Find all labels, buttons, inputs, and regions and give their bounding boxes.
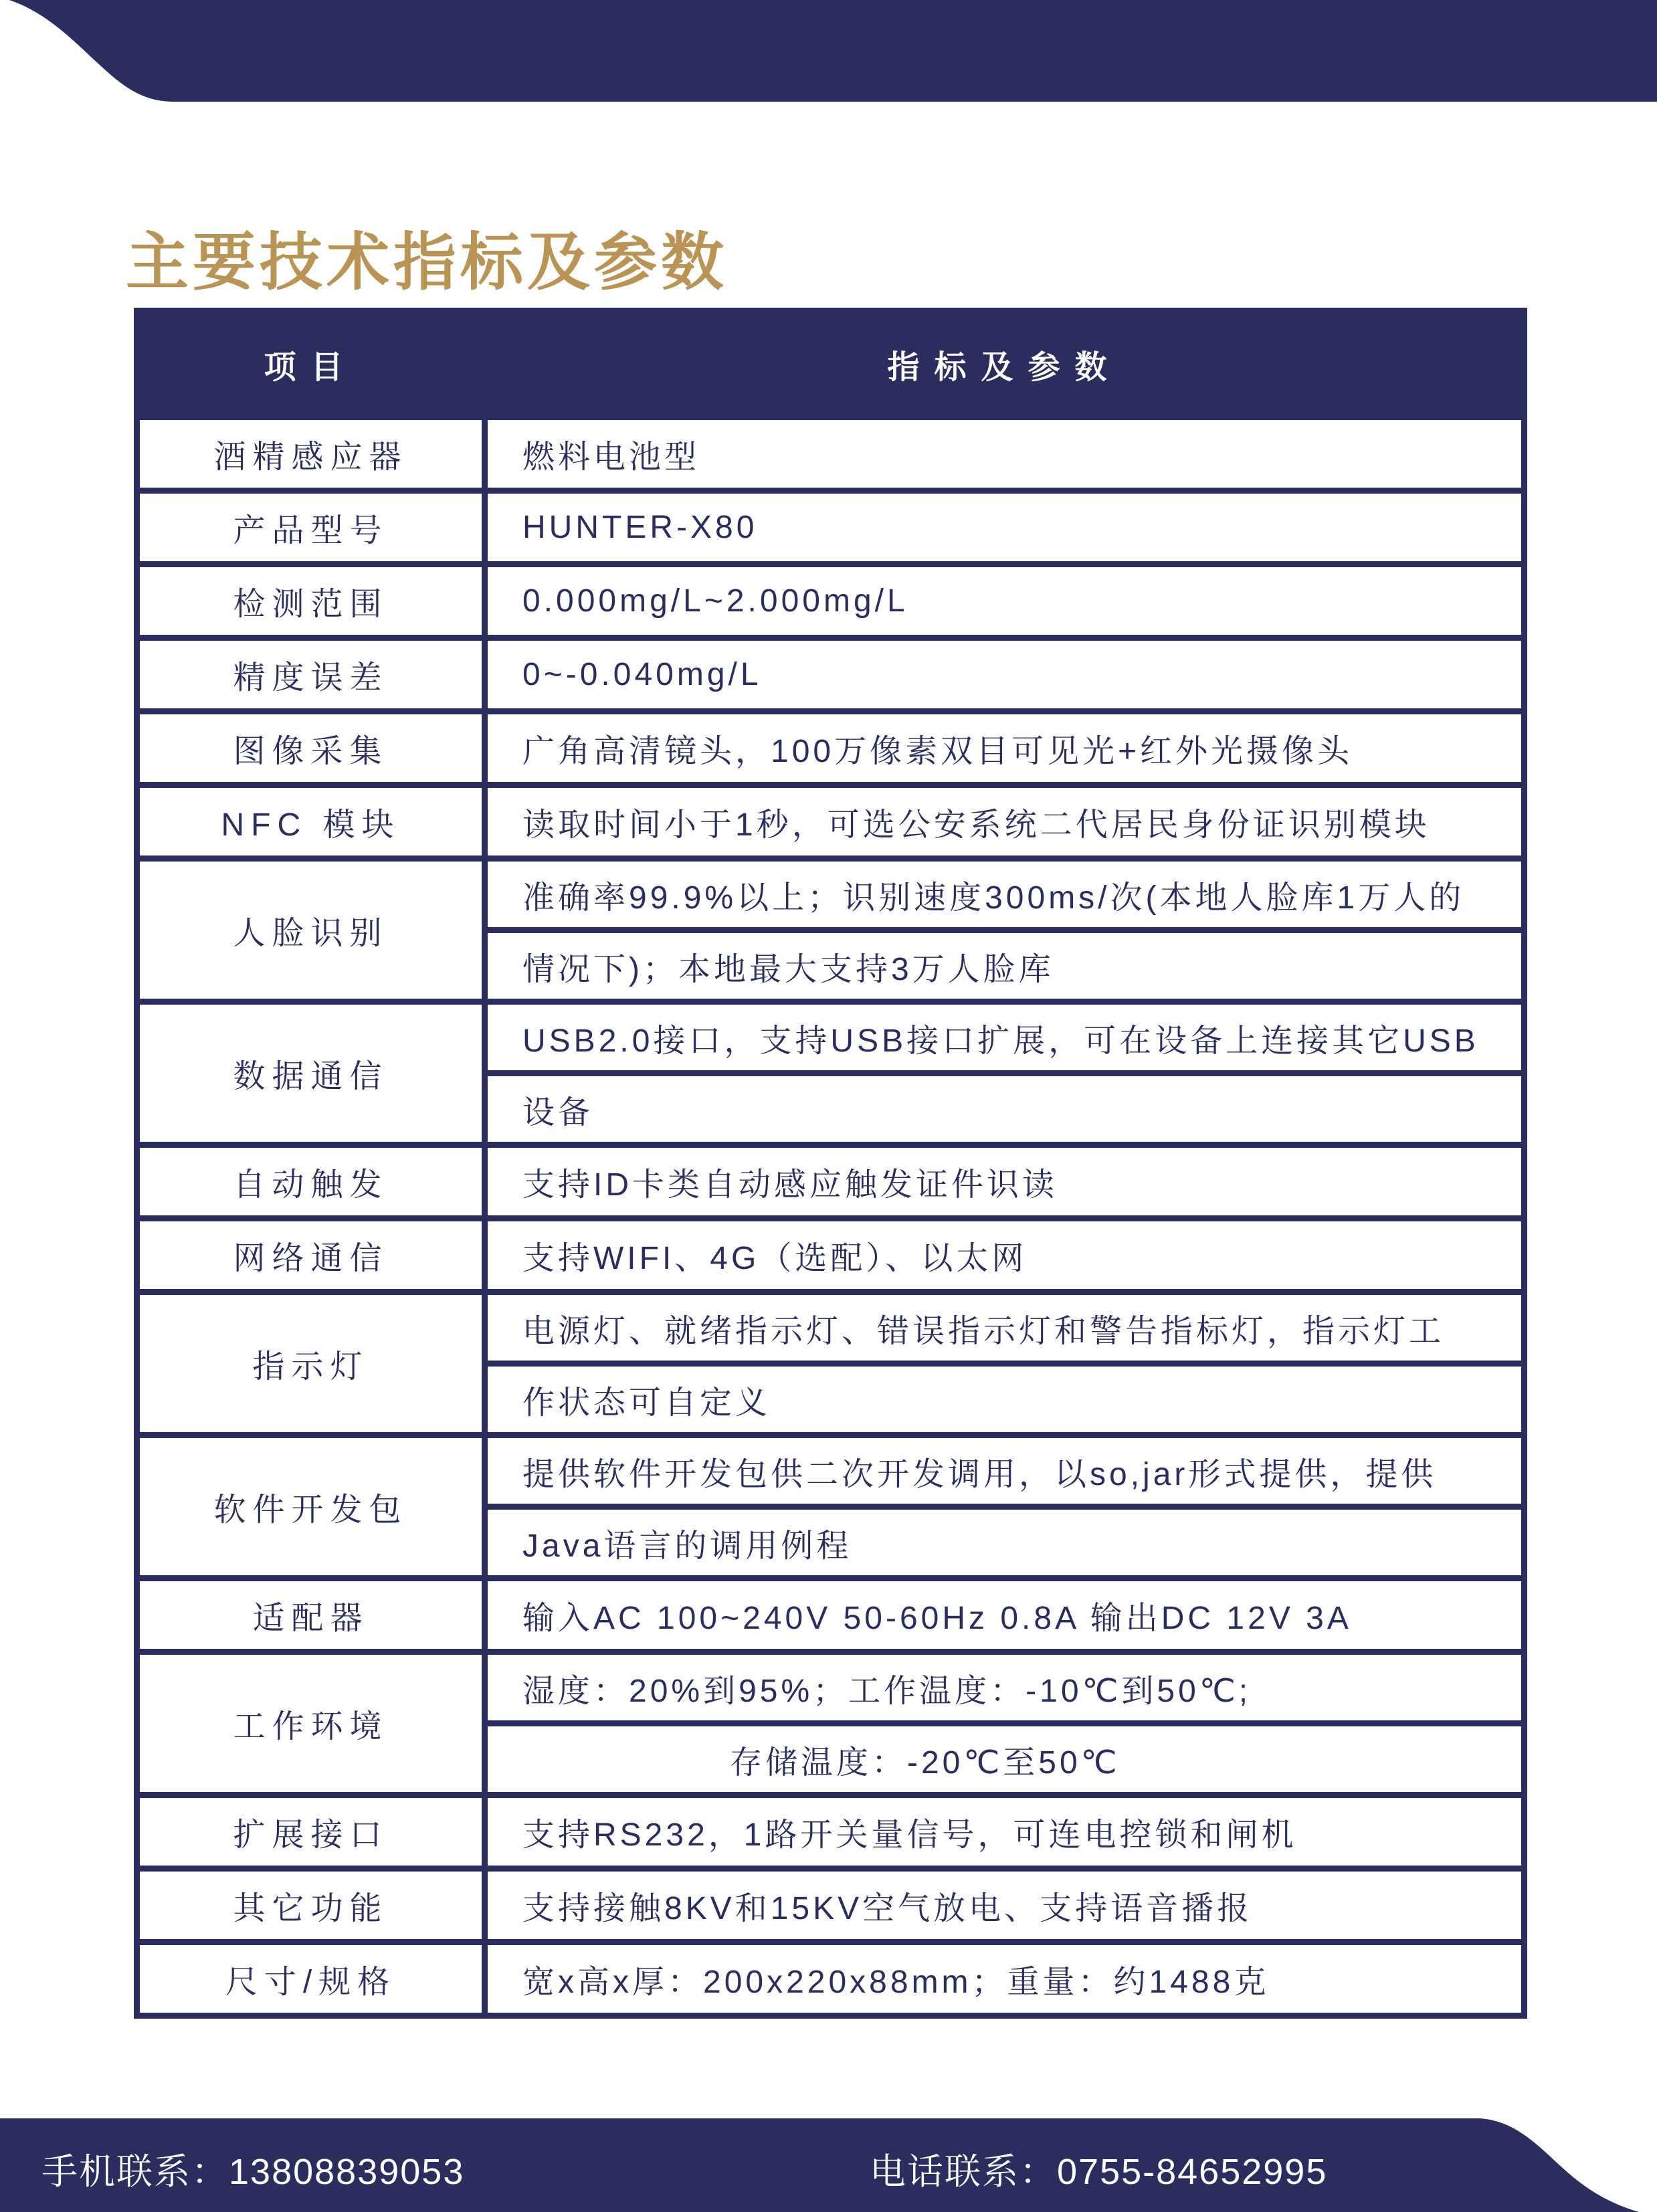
row-value: 存储温度：-20℃至50℃ [485,1724,1525,1795]
table-row [137,1435,1525,1507]
row-label: 图像采集 [137,712,485,785]
row-label: 人脸识别 [137,859,485,1002]
row-label: 酒精感应器 [137,417,485,491]
page-title: 主要技术指标及参数 [126,227,728,297]
row-label: 检测范围 [137,565,485,638]
table-row [137,1002,1525,1074]
row-label: 产品型号 [137,491,485,565]
table-row [137,712,1525,785]
row-value: 燃料电池型 [485,417,1525,491]
row-value: 宽x高x厚：200x220x88mm；重量：约1488克 [485,1942,1525,2016]
col-header-item: 项目 [137,311,485,417]
row-label: 适配器 [137,1579,485,1652]
table-row [137,638,1525,712]
footer-phone-contact: 电话联系：0755-84652995 [870,2152,1328,2192]
row-value: 0.000mg/L~2.000mg/L [485,565,1525,638]
spec-table [134,308,1527,2019]
col-header-spec: 指标及参数 [485,311,1525,417]
row-label: 自动触发 [137,1145,485,1219]
row-label: 其它功能 [137,1869,485,1942]
row-value: Java语言的调用例程 [485,1507,1525,1579]
row-value: HUNTER-X80 [485,491,1525,565]
row-value: 支持RS232，1路开关量信号，可连电控锁和闸机 [485,1795,1525,1869]
row-value: 设备 [485,1074,1525,1145]
table-row [137,1292,1525,1364]
row-label: 指示灯 [137,1292,485,1435]
row-value: 0~-0.040mg/L [485,638,1525,712]
footer-mobile-contact: 手机联系：13808839053 [41,2152,465,2192]
row-value: 支持ID卡类自动感应触发证件识读 [485,1145,1525,1219]
table-row [137,785,1525,859]
row-label: 数据通信 [137,1002,485,1145]
row-value: 支持WIFI、4G（选配）、以太网 [485,1219,1525,1292]
row-label: 精度误差 [137,638,485,712]
row-value: 支持接触8KV和15KV空气放电、支持语音播报 [485,1869,1525,1942]
table-row [137,491,1525,565]
table-header-row [137,311,1525,417]
row-value: 准确率99.9%以上；识别速度300ms/次(本地人脸库1万人的 [485,859,1525,930]
row-label: 网络通信 [137,1219,485,1292]
table-row [137,1579,1525,1652]
row-value: USB2.0接口，支持USB接口扩展，可在设备上连接其它USB [485,1002,1525,1074]
row-value: 读取时间小于1秒，可选公安系统二代居民身份证识别模块 [485,785,1525,859]
row-label: 尺寸/规格 [137,1942,485,2016]
table-row [137,1145,1525,1219]
table-row [137,565,1525,638]
row-value: 情况下)；本地最大支持3万人脸库 [485,930,1525,1002]
table-row [137,417,1525,491]
row-value: 输入AC 100~240V 50-60Hz 0.8A 输出DC 12V 3A [485,1579,1525,1652]
table-row [137,1869,1525,1942]
row-value: 湿度：20%到95%；工作温度：-10℃到50℃; [485,1652,1525,1724]
table-row [137,1795,1525,1869]
table-row [137,1942,1525,2016]
row-label: 软件开发包 [137,1435,485,1579]
row-label: NFC 模块 [137,785,485,859]
row-value: 电源灯、就绪指示灯、错误指示灯和警告指标灯，指示灯工 [485,1292,1525,1364]
row-value: 作状态可自定义 [485,1364,1525,1435]
row-label: 扩展接口 [137,1795,485,1869]
table-row [137,859,1525,930]
table-row [137,1652,1525,1724]
table-row [137,1219,1525,1292]
row-value: 广角高清镜头，100万像素双目可见光+红外光摄像头 [485,712,1525,785]
row-value: 提供软件开发包供二次开发调用，以so,jar形式提供，提供 [485,1435,1525,1507]
row-label: 工作环境 [137,1652,485,1795]
header-band [0,0,1657,107]
